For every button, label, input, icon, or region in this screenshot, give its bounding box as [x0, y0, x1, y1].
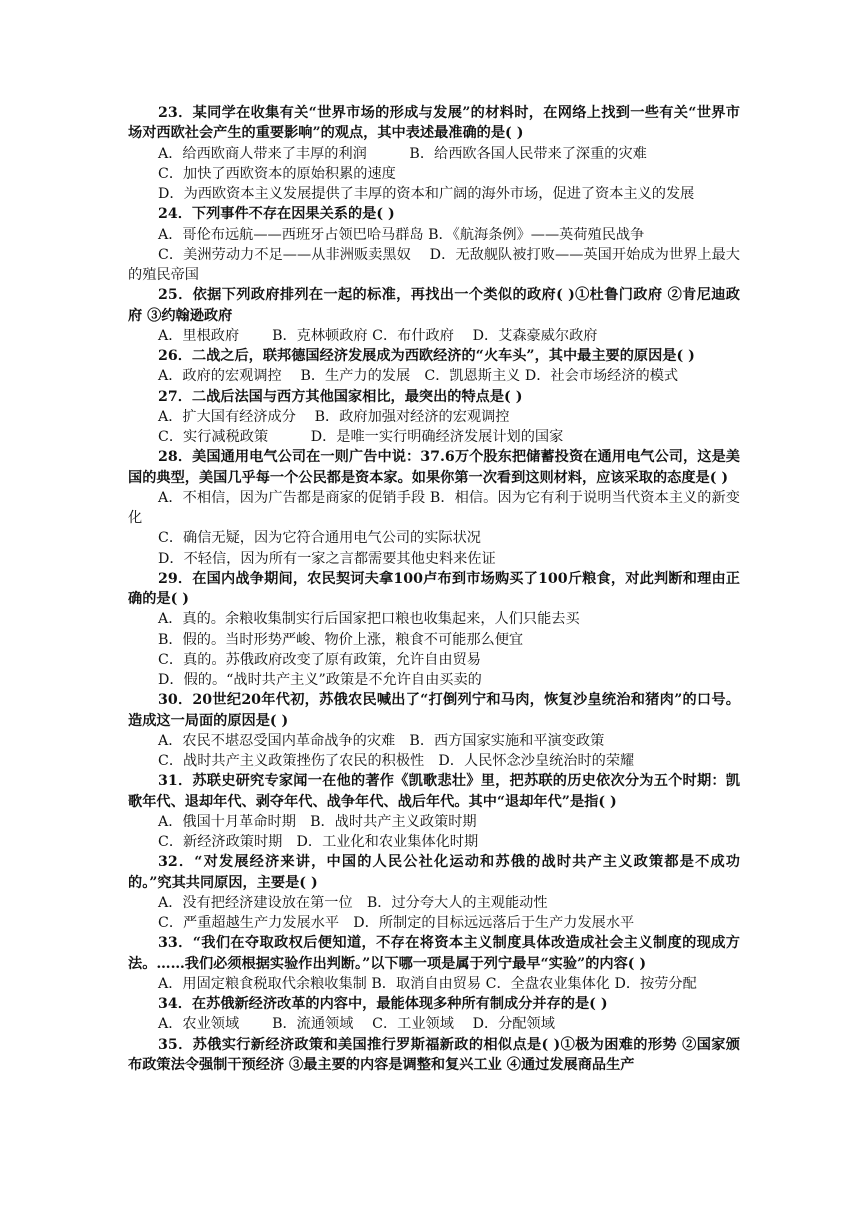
- option-line: C．加快了西欧资本的原始积累的速度: [158, 165, 396, 182]
- option-line: A．农民不堪忍受国内革命战争的灾难 B．西方国家实施和平演变政策: [158, 732, 605, 749]
- question-stem: 29．在国内战争期间，农民契诃夫拿100卢布到市场购买了100斤粮食，对此判断和理由正确的是( ): [128, 570, 740, 607]
- option-line: C．实行减税政策 D．是唯一实行明确经济发展计划的国家: [158, 429, 564, 445]
- question-24: [128, 204, 740, 224]
- option-line: D．假的。“战时共产主义”政策是不允许自由买卖的: [158, 672, 482, 688]
- option-line: A．给西欧商人带来了丰厚的利润 B．给西欧各国人民带来了深重的灾难: [158, 145, 647, 162]
- option-line: A．哥伦布远航——西班牙占领巴哈马群岛 B．《航海条例》——英荷殖民战争: [158, 226, 645, 243]
- question-stem: 33．“我们在夺取政权后便知道，不存在将资本主义制度具体改造成社会主义制度的现成方法。……我们必须根据实验作出判断。”以下哪一项是属于列宁最早“实验”的内容( ): [128, 935, 740, 972]
- option-line: A．政府的宏观调控 B．生产力的发展 C．凯恩斯主义 D．社会市场经济的模式: [158, 368, 679, 385]
- question-25: [128, 285, 740, 326]
- question-stem: 27．二战后法国与西方其他国家相比，最突出的特点是( ): [158, 388, 523, 405]
- question-stem: 30．20世纪20年代初，苏俄农民喊出了“打倒列宁和马肉，恢复沙皇统治和猪肉”的口号。造成这一局面的原因是( ): [128, 692, 740, 729]
- option-line: A．农业领域 B．流通领域 C．工业领域 D．分配领域: [158, 1016, 555, 1033]
- option-line: A．没有把经济建设放在第一位 B．过分夸大人的主观能动性: [158, 894, 548, 911]
- question-32: [128, 852, 740, 893]
- question-26: [128, 346, 740, 366]
- option-line: A．里根政府 B．克林顿政府 C．布什政府 D．艾森豪威尔政府: [158, 327, 598, 344]
- option-line: A．用固定粮食税取代余粮收集制 B．取消自由贸易 C．全盘农业集体化 D．按劳分配: [158, 975, 697, 992]
- exam-page: [128, 103, 740, 1075]
- option-line: C．严重超越生产力发展水平 D．所制定的目标远远落后于生产力发展水平: [158, 915, 635, 931]
- option-line: C．战时共产主义政策挫伤了农民的积极性 D．人民怀念沙皇统治时的荣耀: [158, 753, 635, 769]
- question-stem: 28．美国通用电气公司在一则广告中说：37.6万个股东把储蓄投资在通用电气公司，这是美国的典型，美国几乎每一个公民都是资本家。如果你第一次看到这则材料，应该采取的态度是( ): [128, 449, 740, 486]
- question-stem: 31．苏联史研究专家闻一在他的著作《凯歌悲壮》里，把苏联的历史依次分为五个时期：凯歌年代、退却年代、剥夺年代、战争年代、战后年代。其中“退却年代”是指( ): [128, 773, 740, 810]
- question-stem: 35．苏俄实行新经济政策和美国推行罗斯福新政的相似点是( )①极为困难的形势 ②国家颁布政策法令强制干预经济 ③最主要的内容是调整和复兴工业 ④通过发展商品生产: [128, 1036, 740, 1073]
- question-29: [128, 569, 740, 610]
- option-line: C．真的。苏俄政府改变了原有政策，允许自由贸易: [158, 651, 481, 668]
- question-stem: 24．下列事件不存在因果关系的是( ): [158, 206, 395, 223]
- question-35: [128, 1035, 740, 1076]
- question-stem: 25．依据下列政府排列在一起的标准，再找出一个类似的政府( )①杜鲁门政府 ②肯尼迪政府 ③约翰逊政府: [128, 287, 740, 324]
- question-stem: 34．在苏俄新经济改革的内容中，最能体现多种所有制成分并存的是( ): [158, 996, 608, 1012]
- question-28: [128, 447, 740, 488]
- question-23: [128, 103, 740, 144]
- question-30: [128, 690, 740, 731]
- option-line: C．美洲劳动力不足——从非洲贩卖黑奴 D．无敌舰队被打败——英国开始成为世界上最大的殖民帝国: [128, 246, 740, 283]
- option-line: D．为西欧资本主义发展提供了丰厚的资本和广阔的海外市场，促进了资本主义的发展: [158, 186, 695, 202]
- option-line: A．俄国十月革命时期 B．战时共产主义政策时期: [158, 813, 477, 830]
- option-line: C．确信无疑，因为它符合通用电气公司的实际状况: [158, 530, 481, 547]
- question-27: [128, 387, 740, 407]
- question-34: [128, 994, 740, 1014]
- option-line: A．真的。余粮收集制实行后国家把口粮也收集起来，人们只能去买: [158, 611, 580, 628]
- option-line: B．假的。当时形势严峻、物价上涨，粮食不可能那么便宜: [158, 631, 524, 648]
- option-line: C．新经济政策时期 D．工业化和农业集体化时期: [158, 834, 479, 850]
- question-stem: 32．“对发展经济来讲，中国的人民公社化运动和苏俄的战时共产主义政策都是不成功的。”究其共同原因，主要是( ): [128, 854, 740, 891]
- option-line: A．不相信，因为广告都是商家的促销手段 B．相信。因为它有利于说明当代资本主义的新变化: [128, 489, 740, 526]
- question-33: [128, 933, 740, 974]
- question-stem: 23．某同学在收集有关“世界市场的形成与发展”的材料时，在网络上找到一些有关“世界市场对西欧社会产生的重要影响”的观点，其中表述最准确的是( ): [128, 105, 740, 142]
- question-stem: 26．二战之后，联邦德国经济发展成为西欧经济的“火车头”，其中最主要的原因是( ): [158, 348, 695, 364]
- option-line: A．扩大国有经济成分 B．政府加强对经济的宏观调控: [158, 408, 510, 425]
- question-31: [128, 771, 740, 812]
- option-line: D．不轻信，因为所有一家之言都需要其他史料来佐证: [158, 550, 496, 567]
